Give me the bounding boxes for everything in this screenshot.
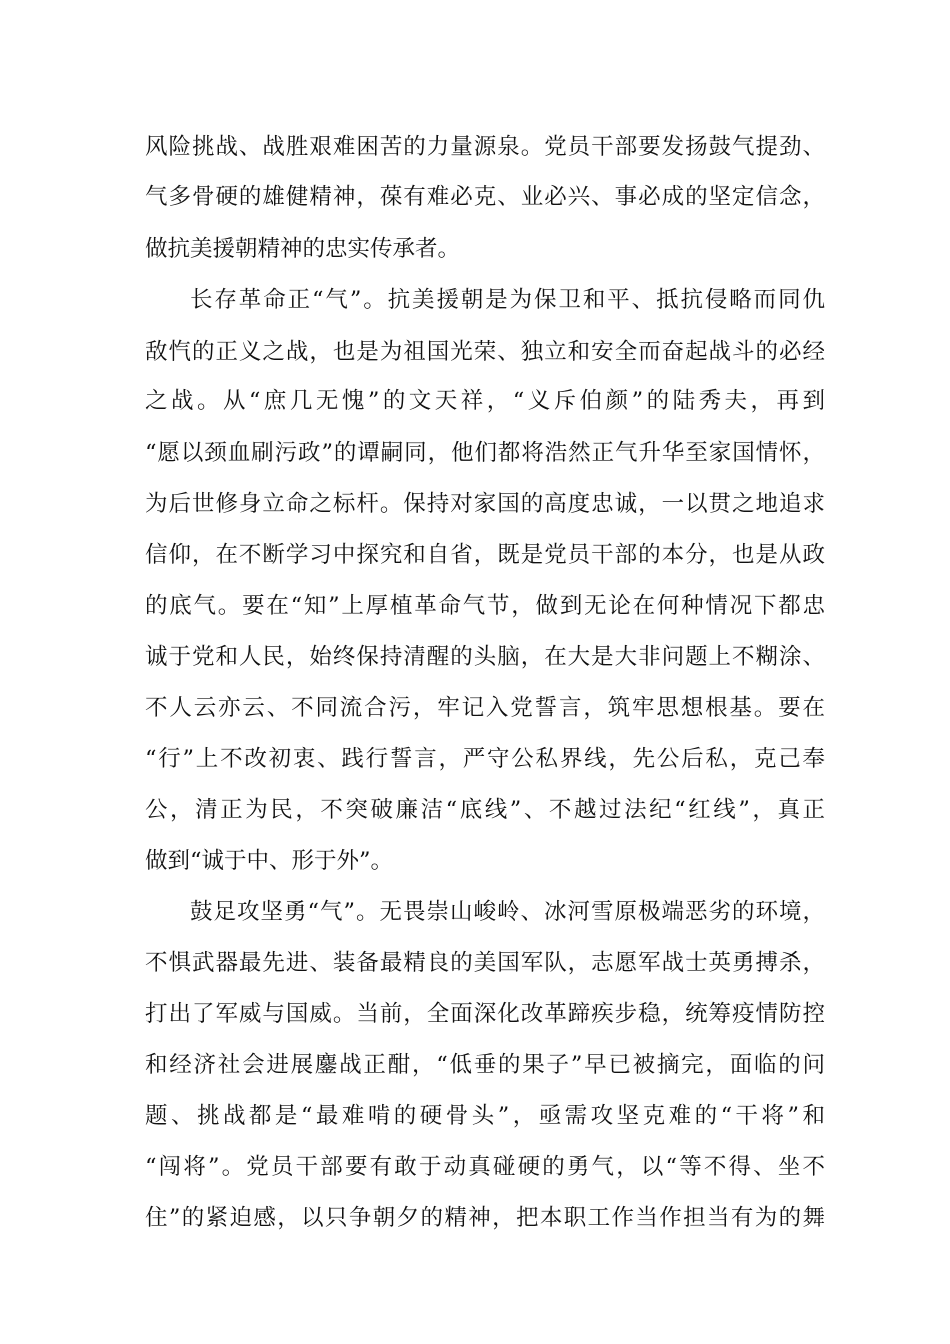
- text-line: 和经济社会进展鏖战正酣，“低垂的果子”早已被摘完，面临的问: [145, 1052, 825, 1078]
- paragraph-heading-line: 鼓足攻坚勇“气”。无畏崇山峻岭、冰河雪原极端恶劣的环境，: [190, 899, 825, 925]
- text-line: 气多骨硬的雄健精神，葆有难必克、业必兴、事必成的坚定信念，: [145, 184, 825, 210]
- text-line: 做到“诚于中、形于外”。: [145, 848, 394, 874]
- paragraph-heading-line: 长存革命正“气”。抗美援朝是为保卫和平、抵抗侵略而同仇: [190, 287, 825, 313]
- text-line: 住”的紧迫感，以只争朝夕的精神，把本职工作当作担当有为的舞: [145, 1205, 825, 1231]
- text-line: 题、挑战都是“最难啃的硬骨头”，亟需攻坚克难的“干将”和: [145, 1103, 825, 1129]
- text-line: 诚于党和人民，始终保持清醒的头脑，在大是大非问题上不糊涂、: [145, 644, 825, 670]
- text-line: 的底气。要在“知”上厚植革命气节，做到无论在何种情况下都忠: [145, 593, 825, 619]
- text-line: 打出了军威与国威。当前，全面深化改革蹄疾步稳，统筹疫情防控: [145, 1001, 825, 1027]
- text-line: 为后世修身立命之标杆。保持对家国的高度忠诚，一以贯之地追求: [145, 491, 825, 517]
- text-line: “愿以颈血刷污政”的谭嗣同，他们都将浩然正气升华至家国情怀，: [145, 440, 825, 466]
- text-line: “行”上不改初衷、践行誓言，严守公私界线，先公后私，克己奉: [145, 746, 825, 772]
- text-line: 不人云亦云、不同流合污，牢记入党誓言，筑牢思想根基。要在: [145, 695, 825, 721]
- text-line: 不惧武器最先进、装备最精良的美国军队，志愿军战士英勇搏杀，: [145, 950, 825, 976]
- text-line: 信仰，在不断学习中探究和自省，既是党员干部的本分，也是从政: [145, 542, 825, 568]
- text-line: 之战。从“庶几无愧”的文天祥，“义斥伯颜”的陆秀夫，再到: [145, 388, 825, 414]
- text-line: 敌忾的正义之战，也是为祖国光荣、独立和安全而奋起战斗的必经: [145, 339, 825, 365]
- text-line: 风险挑战、战胜艰难困苦的力量源泉。党员干部要发扬鼓气提劲、: [145, 134, 825, 160]
- text-line: 公，清正为民，不突破廉洁“底线”、不越过法纪“红线”，真正: [145, 797, 825, 823]
- text-line: 做抗美援朝精神的忠实传承者。: [145, 236, 461, 262]
- text-line: “闯将”。党员干部要有敢于动真碰硬的勇气，以“等不得、坐不: [145, 1154, 825, 1180]
